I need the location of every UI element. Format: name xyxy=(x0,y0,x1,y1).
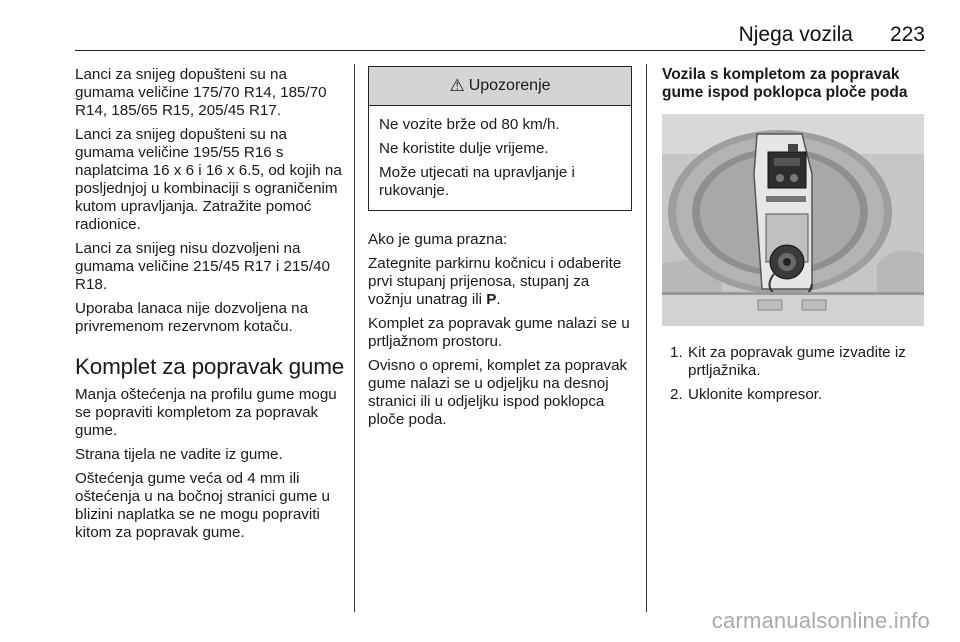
paragraph: Komplet za popravak gume nalazi se u prtljažnom prostoru. xyxy=(368,315,630,350)
warning-box xyxy=(368,66,632,211)
paragraph: Lanci za snijeg dopušteni su na gumama veličine 195/55 R16 s naplatcima 16 x 6 i 16 x 6.5, od kojih na posljednjoj u kombinaciji s ograničenim kutom upravljanja. Zatražite pomoć radionice. xyxy=(75,126,342,233)
watermark: carmanualsonline.info xyxy=(711,608,930,633)
gear-letter: P xyxy=(486,291,497,308)
warning-body xyxy=(369,106,631,210)
paragraph: Strana tijela ne vadite iz gume. xyxy=(75,446,283,463)
column-right xyxy=(662,66,928,410)
paragraph: Lanci za snijeg nisu dozvoljeni na gumama veličine 215/45 R17 i 215/40 R18. xyxy=(75,240,330,293)
list-item xyxy=(662,344,928,380)
page-header xyxy=(75,18,925,51)
warning-title: Upozorenje xyxy=(468,77,551,94)
column-left xyxy=(75,66,345,548)
illustration-graphic xyxy=(662,114,924,326)
text-run: . xyxy=(496,291,501,308)
paragraph: Oštećenja gume veća od 4 mm ili oštećenja u na bočnoj stranici gume u blizini naplatka se ne mogu popraviti kitom za popravak gume. xyxy=(75,470,330,541)
paragraph xyxy=(368,255,634,309)
paragraph: Ako je guma prazna: xyxy=(368,231,508,248)
section-heading: Komplet za popravak gume xyxy=(75,354,345,379)
tyre-repair-kit-illustration xyxy=(662,114,924,326)
column-middle xyxy=(368,66,634,435)
section-title: Njega vozila xyxy=(738,23,853,46)
step-number: 2. xyxy=(670,386,683,403)
paragraph: Ovisno o opremi, komplet za popravak gume nalazi se u odjeljku na desnoj stranici ili u odjeljku ispod poklopca ploče poda. xyxy=(368,357,628,428)
step-text: Uklonite kompresor. xyxy=(688,386,823,403)
page-number: 223 xyxy=(889,23,925,46)
warning-line: Ne koristite dulje vrijeme. xyxy=(379,140,549,157)
step-number: 1. xyxy=(670,344,683,361)
paragraph: Manja oštećenja na profilu gume mogu se popraviti kompletom za popravak gume. xyxy=(75,386,337,439)
paragraph: Lanci za snijeg dopušteni su na gumama veličine 175/70 R14, 185/70 R14, 185/65 R15, 205/45 R17. xyxy=(75,66,327,119)
warning-header xyxy=(369,67,631,106)
warning-line: Može utjecati na upravljanje i rukovanje. xyxy=(379,164,575,199)
paragraph: Uporaba lanaca nije dozvoljena na privremenom rezervnom kotaču. xyxy=(75,300,309,335)
text-run: Zategnite parkirnu kočnicu i odaberite prvi stupanj prijenosa, stupanj za vožnju unatrag ili xyxy=(368,255,622,308)
column-divider xyxy=(646,64,647,612)
warning-triangle-icon: ⚠ xyxy=(449,76,465,95)
list-item xyxy=(662,386,928,404)
subsection-heading: Vozila s kompletom za popravak gume ispod poklopca ploče poda xyxy=(662,66,908,101)
column-divider xyxy=(354,64,355,612)
warning-line: Ne vozite brže od 80 km/h. xyxy=(379,116,560,133)
step-text: Kit za popravak gume izvadite iz prtljažnika. xyxy=(688,344,906,379)
step-list xyxy=(662,344,928,404)
